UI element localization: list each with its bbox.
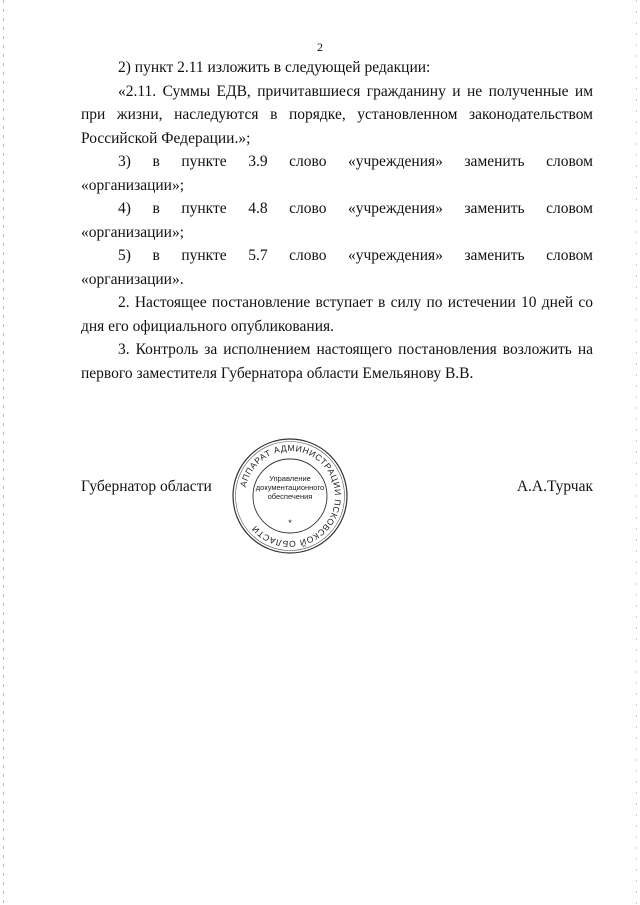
seal-star: * xyxy=(288,518,292,528)
signatory-position: Губернатор области xyxy=(81,478,212,495)
signatory-name: А.А.Турчак xyxy=(516,478,593,495)
paragraph-effective-date: 2. Настоящее постановление вступает в силу по истечении 10 дней со дня его официального опубликования. xyxy=(81,294,593,335)
paragraph-item-2: 2) пункт 2.11 изложить в следующей редакции: xyxy=(118,59,431,76)
page-number: 2 xyxy=(317,40,323,54)
official-seal xyxy=(230,436,350,556)
seal-ring-text: АППАРАТ АДМИНИСТРАЦИИ ПСКОВСКОЙ ОБЛАСТИ xyxy=(237,442,344,550)
scan-edge-right xyxy=(636,0,637,905)
paragraph-quote-2-11: «2.11. Суммы ЕДВ, причитавшиеся гражданину и не полученные им при жизни, наследуются в порядке, установленном законодательством Российской Федерации.»; xyxy=(81,82,593,147)
paragraph-item-3: 3) в пункте 3.9 слово «учреждения» заменить словом «организации»; xyxy=(81,153,593,194)
scan-edge-left xyxy=(3,0,4,905)
paragraph-control: 3. Контроль за исполнением настоящего постановления возложить на первого заместителя Губернатора области Емельянову В.В. xyxy=(81,341,593,382)
document-body xyxy=(81,56,593,385)
paragraph-item-5: 5) в пункте 5.7 слово «учреждения» заменить словом «организации». xyxy=(81,247,593,288)
paragraph-item-4: 4) в пункте 4.8 слово «учреждения» заменить словом «организации»; xyxy=(81,200,593,241)
seal-center-text: Управление документационного обеспечения * xyxy=(255,474,325,528)
